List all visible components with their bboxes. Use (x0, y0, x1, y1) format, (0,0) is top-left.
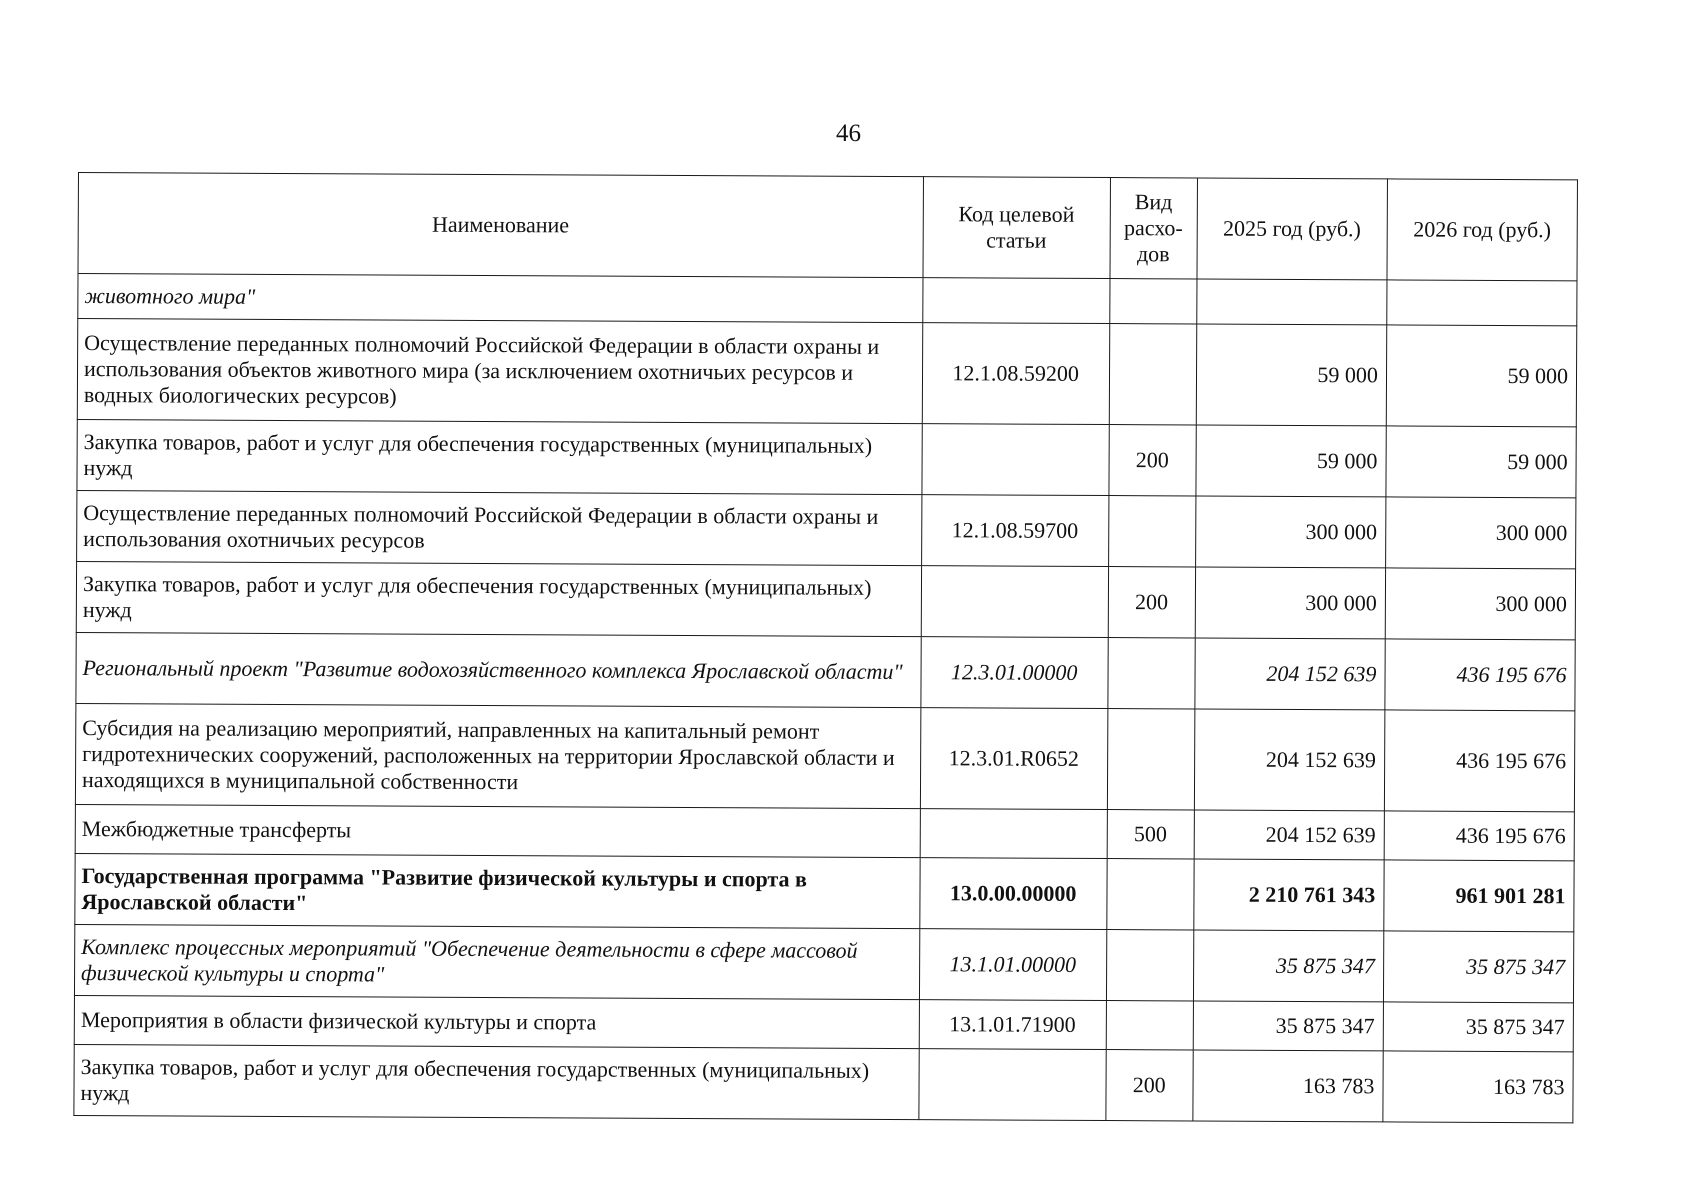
row-2025: 204 152 639 (1194, 709, 1385, 811)
row-2026: 59 000 (1386, 325, 1577, 427)
table-row (76, 561, 1575, 639)
row-name: Закупка товаров, работ и услуг для обеспечения государственных (муниципальных) нужд (77, 419, 922, 494)
row-vid (1106, 859, 1193, 930)
table-row (75, 853, 1574, 931)
table-row (76, 632, 1575, 710)
row-2025: 35 875 347 (1193, 930, 1384, 1002)
row-name: Государственная программа "Развитие физической культуры и спорта в Ярославской области" (75, 853, 920, 928)
row-code: 12.1.08.59200 (922, 323, 1110, 425)
page-number: 46 (836, 120, 861, 147)
row-2025: 163 783 (1193, 1050, 1384, 1122)
row-code (922, 278, 1109, 324)
row-2025: 59 000 (1196, 324, 1387, 426)
row-2026: 35 875 347 (1383, 1002, 1573, 1052)
table-row (74, 995, 1573, 1051)
row-name: Региональный проект "Развитие водохозяйственного комплекса Ярославской области" (76, 632, 921, 707)
row-2025: 204 152 639 (1194, 810, 1384, 860)
header-vid: Вид расхо-дов (1110, 178, 1197, 279)
row-code (918, 1049, 1105, 1121)
row-name: Субсидия на реализацию мероприятий, направленных на капитальный ремонт гидротехнических сооружений, расположенных на территории Ярославской области и находящихся в муниципальной собственности (75, 703, 920, 808)
row-code: 12.1.08.59700 (921, 495, 1108, 567)
header-code: Код целевой статьи (923, 177, 1111, 279)
row-2025: 59 000 (1196, 425, 1387, 497)
row-vid (1108, 496, 1195, 567)
row-2026: 436 195 676 (1385, 639, 1576, 711)
row-vid: 500 (1107, 810, 1194, 859)
row-code: 12.3.01.R0652 (920, 708, 1108, 810)
row-2026 (1387, 280, 1577, 326)
row-vid (1107, 709, 1194, 810)
row-2026: 961 901 281 (1384, 860, 1575, 932)
row-code: 12.3.01.00000 (920, 637, 1107, 709)
row-2026: 436 195 676 (1384, 811, 1574, 861)
row-vid: 200 (1108, 567, 1195, 638)
row-code: 13.1.01.71900 (919, 1000, 1106, 1050)
table-row (77, 419, 1576, 497)
row-vid (1108, 638, 1195, 709)
row-2026: 35 875 347 (1383, 931, 1574, 1003)
row-code (920, 809, 1107, 859)
row-code: 13.0.00.00000 (919, 858, 1106, 930)
row-vid (1106, 1001, 1193, 1050)
row-code (921, 566, 1108, 638)
row-vid: 200 (1106, 1050, 1193, 1121)
table-row (75, 804, 1574, 860)
row-name: Осуществление переданных полномочий Российской Федерации в области охраны и использования охотничьих ресурсов (77, 490, 922, 565)
row-code (922, 424, 1109, 496)
row-vid (1109, 279, 1196, 324)
table-header-row (78, 173, 1577, 281)
row-code: 13.1.01.00000 (919, 929, 1106, 1001)
table-row (78, 274, 1577, 326)
table-row (77, 490, 1576, 568)
row-2026: 436 195 676 (1384, 710, 1575, 812)
table-row (74, 1044, 1573, 1122)
row-2025: 2 210 761 343 (1193, 859, 1384, 931)
row-2025: 300 000 (1195, 567, 1386, 639)
header-2025: 2025 год (руб.) (1197, 178, 1388, 280)
row-2025: 204 152 639 (1195, 638, 1386, 710)
row-2025 (1196, 279, 1386, 325)
row-2026: 300 000 (1385, 568, 1576, 640)
row-name: животного мира" (78, 274, 923, 323)
row-2025: 35 875 347 (1193, 1001, 1383, 1051)
row-2026: 300 000 (1385, 497, 1576, 569)
row-2026: 163 783 (1383, 1051, 1574, 1123)
row-vid (1106, 930, 1193, 1001)
row-vid: 200 (1109, 425, 1196, 496)
budget-table (73, 172, 1578, 1123)
header-name: Наименование (78, 173, 923, 278)
row-name: Осуществление переданных полномочий Российской Федерации в области охраны и использования объектов животного мира (за исключением охотничьих ресурсов и водных биологических ресурсов) (77, 319, 922, 424)
table-row (74, 924, 1573, 1002)
table-row (77, 319, 1576, 427)
table-row (75, 703, 1574, 811)
row-name: Комплекс процессных мероприятий "Обеспечение деятельности в сфере массовой физической культуры и спорта" (74, 924, 919, 999)
row-vid (1109, 324, 1196, 425)
row-2025: 300 000 (1195, 496, 1386, 568)
header-2026: 2026 год (руб.) (1387, 179, 1578, 281)
row-name: Мероприятия в области физической культуры и спорта (74, 995, 919, 1048)
row-2026: 59 000 (1386, 426, 1577, 498)
row-name: Межбюджетные трансферты (75, 804, 920, 857)
row-name: Закупка товаров, работ и услуг для обеспечения государственных (муниципальных) нужд (76, 561, 921, 636)
row-name: Закупка товаров, работ и услуг для обеспечения государственных (муниципальных) нужд (74, 1044, 919, 1119)
